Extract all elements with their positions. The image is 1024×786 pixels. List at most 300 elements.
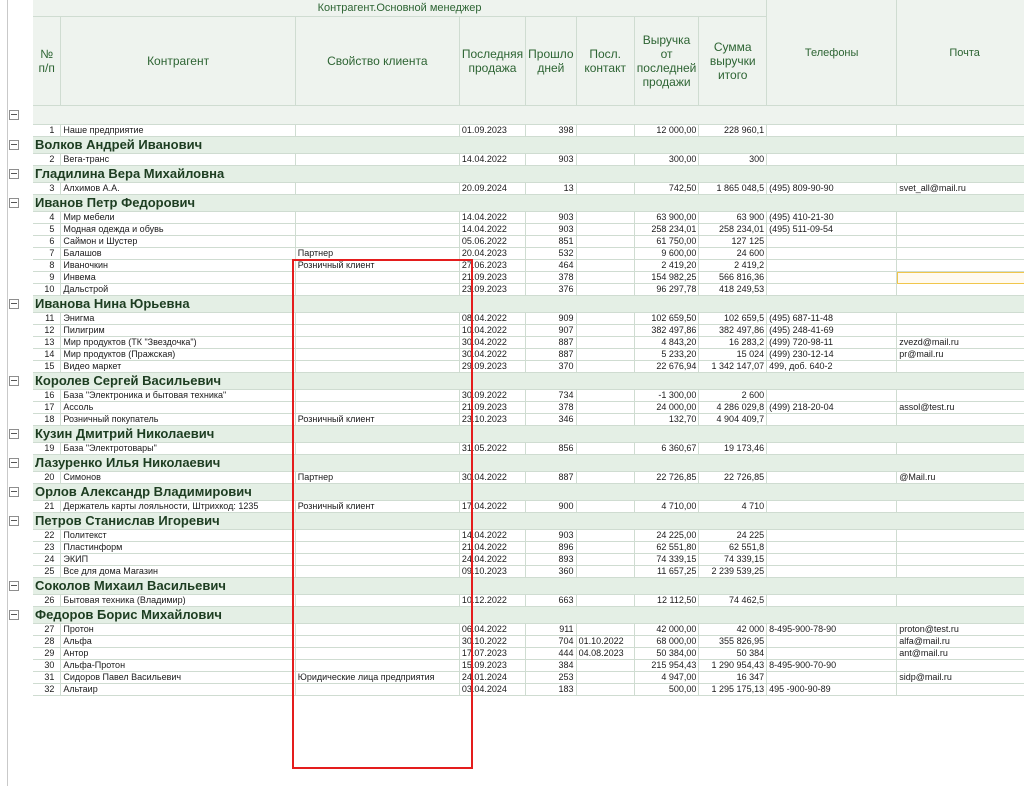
manager-name[interactable]: Королев Сергей Васильевич	[33, 373, 1024, 390]
manager-group-row[interactable]	[33, 373, 1024, 390]
row-revenue-total[interactable]: 2 419,2	[699, 260, 767, 272]
row-last-sale[interactable]: 14.04.2022	[459, 530, 525, 542]
table-row[interactable]	[33, 390, 1024, 402]
table-row[interactable]	[33, 472, 1024, 484]
row-revenue-total[interactable]: 42 000	[699, 624, 767, 636]
row-revenue-last[interactable]: 500,00	[634, 684, 699, 696]
row-counterparty[interactable]: Политекст	[61, 530, 295, 542]
row-last-sale[interactable]: 14.04.2022	[459, 224, 525, 236]
row-phone[interactable]	[767, 636, 897, 648]
row-revenue-last[interactable]: 63 900,00	[634, 212, 699, 224]
row-days[interactable]: 346	[526, 414, 576, 426]
row-days[interactable]: 183	[526, 684, 576, 696]
row-last-contact[interactable]	[576, 212, 634, 224]
row-revenue-total[interactable]: 16 347	[699, 672, 767, 684]
row-days[interactable]: 734	[526, 390, 576, 402]
row-client-property[interactable]	[295, 648, 459, 660]
row-email[interactable]	[897, 501, 1024, 513]
row-phone[interactable]	[767, 125, 897, 137]
table-row[interactable]	[33, 636, 1024, 648]
row-last-contact[interactable]	[576, 349, 634, 361]
row-client-property[interactable]	[295, 542, 459, 554]
row-counterparty[interactable]: Пластинформ	[61, 542, 295, 554]
row-revenue-last[interactable]: 74 339,15	[634, 554, 699, 566]
row-num[interactable]: 25	[33, 566, 61, 578]
row-days[interactable]: 896	[526, 542, 576, 554]
manager-group-row[interactable]	[33, 195, 1024, 212]
table-row[interactable]	[33, 624, 1024, 636]
row-client-property[interactable]	[295, 595, 459, 607]
row-last-contact[interactable]	[576, 183, 634, 195]
table-row[interactable]	[33, 542, 1024, 554]
row-counterparty[interactable]: Антор	[61, 648, 295, 660]
manager-name[interactable]: Соколов Михаил Васильевич	[33, 578, 1024, 595]
row-counterparty[interactable]: Все для дома Магазин	[61, 566, 295, 578]
row-days[interactable]: 464	[526, 260, 576, 272]
row-phone[interactable]	[767, 236, 897, 248]
row-phone[interactable]	[767, 542, 897, 554]
row-email[interactable]	[897, 236, 1024, 248]
row-revenue-last[interactable]: 9 600,00	[634, 248, 699, 260]
row-counterparty[interactable]: Алхимов А.А.	[61, 183, 295, 195]
row-last-sale[interactable]: 09.10.2023	[459, 566, 525, 578]
row-counterparty[interactable]: Держатель карты лояльности, Штрихкод: 1235	[61, 501, 295, 513]
row-phone[interactable]	[767, 390, 897, 402]
row-revenue-last[interactable]: 12 000,00	[634, 125, 699, 137]
row-last-contact[interactable]	[576, 402, 634, 414]
row-client-property[interactable]	[295, 554, 459, 566]
row-num[interactable]: 15	[33, 361, 61, 373]
row-num[interactable]: 9	[33, 272, 61, 284]
row-days[interactable]: 704	[526, 636, 576, 648]
row-client-property[interactable]: Партнер	[295, 472, 459, 484]
row-last-sale[interactable]: 15.09.2023	[459, 660, 525, 672]
row-phone[interactable]	[767, 501, 897, 513]
row-phone[interactable]: (499) 230-12-14	[767, 349, 897, 361]
row-num[interactable]: 5	[33, 224, 61, 236]
row-counterparty[interactable]: Иваночкин	[61, 260, 295, 272]
row-revenue-total[interactable]: 24 600	[699, 248, 767, 260]
row-revenue-last[interactable]: 4 843,20	[634, 337, 699, 349]
row-revenue-last[interactable]: 2 419,20	[634, 260, 699, 272]
manager-group-row[interactable]	[33, 513, 1024, 530]
row-revenue-total[interactable]: 4 710	[699, 501, 767, 513]
row-revenue-total[interactable]: 4 904 409,7	[699, 414, 767, 426]
row-revenue-total[interactable]: 63 900	[699, 212, 767, 224]
row-phone[interactable]	[767, 672, 897, 684]
row-revenue-total[interactable]: 62 551,8	[699, 542, 767, 554]
row-num[interactable]: 8	[33, 260, 61, 272]
row-client-property[interactable]	[295, 566, 459, 578]
row-email[interactable]	[897, 272, 1024, 284]
row-counterparty[interactable]: Наше предприятие	[61, 125, 295, 137]
row-counterparty[interactable]: Протон	[61, 624, 295, 636]
row-counterparty[interactable]: Сидоров Павел Васильевич	[61, 672, 295, 684]
table-row[interactable]	[33, 648, 1024, 660]
row-revenue-last[interactable]: 96 297,78	[634, 284, 699, 296]
table-row[interactable]	[33, 125, 1024, 137]
header-client-property[interactable]: Свойство клиента	[295, 17, 459, 106]
row-revenue-total[interactable]: 382 497,86	[699, 325, 767, 337]
table-row[interactable]	[33, 402, 1024, 414]
table-row[interactable]	[33, 361, 1024, 373]
table-row[interactable]	[33, 501, 1024, 513]
row-counterparty[interactable]: Пилигрим	[61, 325, 295, 337]
collapse-group-icon[interactable]	[9, 610, 19, 620]
row-num[interactable]: 26	[33, 595, 61, 607]
row-revenue-total[interactable]: 19 173,46	[699, 443, 767, 455]
row-phone[interactable]	[767, 248, 897, 260]
row-last-sale[interactable]: 01.09.2023	[459, 125, 525, 137]
manager-group-row[interactable]	[33, 607, 1024, 624]
row-num[interactable]: 2	[33, 154, 61, 166]
row-phone[interactable]: (495) 687-11-48	[767, 313, 897, 325]
row-client-property[interactable]: Розничный клиент	[295, 414, 459, 426]
row-email[interactable]	[897, 390, 1024, 402]
row-last-contact[interactable]	[576, 624, 634, 636]
row-last-sale[interactable]: 27.06.2023	[459, 260, 525, 272]
row-counterparty[interactable]: Симонов	[61, 472, 295, 484]
row-days[interactable]: 376	[526, 284, 576, 296]
row-num[interactable]: 23	[33, 542, 61, 554]
row-revenue-total[interactable]: 300	[699, 154, 767, 166]
row-last-contact[interactable]	[576, 313, 634, 325]
row-client-property[interactable]	[295, 236, 459, 248]
row-revenue-total[interactable]: 74 339,15	[699, 554, 767, 566]
row-counterparty[interactable]: Модная одежда и обувь	[61, 224, 295, 236]
row-last-sale[interactable]: 23.09.2023	[459, 284, 525, 296]
row-counterparty[interactable]: Балашов	[61, 248, 295, 260]
row-email[interactable]	[897, 313, 1024, 325]
row-phone[interactable]	[767, 530, 897, 542]
row-phone[interactable]	[767, 414, 897, 426]
manager-name[interactable]: Волков Андрей Иванович	[33, 137, 1024, 154]
row-revenue-total[interactable]: 16 283,2	[699, 337, 767, 349]
row-last-sale[interactable]: 30.04.2022	[459, 472, 525, 484]
row-email[interactable]	[897, 260, 1024, 272]
row-num[interactable]: 6	[33, 236, 61, 248]
row-phone[interactable]: (495) 511-09-54	[767, 224, 897, 236]
table-row[interactable]	[33, 554, 1024, 566]
row-num[interactable]: 7	[33, 248, 61, 260]
collapse-group-icon[interactable]	[9, 429, 19, 439]
row-revenue-last[interactable]: 154 982,25	[634, 272, 699, 284]
row-phone[interactable]	[767, 648, 897, 660]
table-row[interactable]	[33, 349, 1024, 361]
row-days[interactable]: 532	[526, 248, 576, 260]
manager-name[interactable]: Гладилина Вера Михайловна	[33, 166, 1024, 183]
row-phone[interactable]	[767, 472, 897, 484]
row-phone[interactable]	[767, 284, 897, 296]
row-days[interactable]: 903	[526, 154, 576, 166]
row-email[interactable]	[897, 566, 1024, 578]
row-phone[interactable]	[767, 595, 897, 607]
row-days[interactable]: 887	[526, 472, 576, 484]
row-last-sale[interactable]: 30.10.2022	[459, 636, 525, 648]
row-revenue-last[interactable]: 258 234,01	[634, 224, 699, 236]
row-days[interactable]: 13	[526, 183, 576, 195]
row-last-contact[interactable]: 01.10.2022	[576, 636, 634, 648]
row-client-property[interactable]	[295, 325, 459, 337]
collapse-group-icon[interactable]	[9, 169, 19, 179]
row-revenue-total[interactable]: 50 384	[699, 648, 767, 660]
row-num[interactable]: 19	[33, 443, 61, 455]
row-email[interactable]: @Mail.ru	[897, 472, 1024, 484]
row-revenue-total[interactable]: 1 342 147,07	[699, 361, 767, 373]
row-days[interactable]: 444	[526, 648, 576, 660]
table-row[interactable]	[33, 595, 1024, 607]
table-row[interactable]	[33, 183, 1024, 195]
row-email[interactable]	[897, 248, 1024, 260]
row-days[interactable]: 903	[526, 212, 576, 224]
row-num[interactable]: 13	[33, 337, 61, 349]
row-revenue-last[interactable]: 300,00	[634, 154, 699, 166]
row-counterparty[interactable]: Ассоль	[61, 402, 295, 414]
row-num[interactable]: 3	[33, 183, 61, 195]
row-num[interactable]: 22	[33, 530, 61, 542]
row-last-sale[interactable]: 20.04.2023	[459, 248, 525, 260]
table-row[interactable]	[33, 224, 1024, 236]
row-email[interactable]	[897, 125, 1024, 137]
row-last-sale[interactable]: 17.07.2023	[459, 648, 525, 660]
manager-name[interactable]: Иванов Петр Федорович	[33, 195, 1024, 212]
row-last-sale[interactable]: 06.04.2022	[459, 624, 525, 636]
row-revenue-last[interactable]: 24 000,00	[634, 402, 699, 414]
row-email[interactable]	[897, 361, 1024, 373]
row-revenue-last[interactable]: 12 112,50	[634, 595, 699, 607]
row-client-property[interactable]	[295, 313, 459, 325]
row-last-contact[interactable]	[576, 595, 634, 607]
row-phone[interactable]	[767, 554, 897, 566]
row-email[interactable]	[897, 595, 1024, 607]
row-client-property[interactable]	[295, 390, 459, 402]
row-num[interactable]: 12	[33, 325, 61, 337]
row-last-sale[interactable]: 30.04.2022	[459, 349, 525, 361]
row-client-property[interactable]	[295, 183, 459, 195]
row-last-contact[interactable]	[576, 554, 634, 566]
row-email[interactable]	[897, 660, 1024, 672]
row-days[interactable]: 909	[526, 313, 576, 325]
row-client-property[interactable]	[295, 154, 459, 166]
row-last-sale[interactable]: 03.04.2024	[459, 684, 525, 696]
row-client-property[interactable]	[295, 443, 459, 455]
row-num[interactable]: 10	[33, 284, 61, 296]
row-phone[interactable]: 495 -900-90-89	[767, 684, 897, 696]
table-row[interactable]	[33, 154, 1024, 166]
row-num[interactable]: 28	[33, 636, 61, 648]
row-client-property[interactable]: Розничный клиент	[295, 260, 459, 272]
row-last-contact[interactable]	[576, 125, 634, 137]
row-phone[interactable]	[767, 154, 897, 166]
row-last-contact[interactable]	[576, 154, 634, 166]
row-phone[interactable]: 499, доб. 640-2	[767, 361, 897, 373]
row-days[interactable]: 907	[526, 325, 576, 337]
row-client-property[interactable]	[295, 272, 459, 284]
row-revenue-total[interactable]: 258 234,01	[699, 224, 767, 236]
row-days[interactable]: 378	[526, 272, 576, 284]
row-email[interactable]	[897, 284, 1024, 296]
row-counterparty[interactable]: Мир продуктов (ТК "Звездочка")	[61, 337, 295, 349]
row-last-contact[interactable]	[576, 566, 634, 578]
manager-name[interactable]: Федоров Борис Михайлович	[33, 607, 1024, 624]
table-row[interactable]	[33, 313, 1024, 325]
table-row[interactable]	[33, 443, 1024, 455]
manager-group-row[interactable]	[33, 296, 1024, 313]
row-revenue-last[interactable]: 11 657,25	[634, 566, 699, 578]
row-client-property[interactable]	[295, 337, 459, 349]
row-counterparty[interactable]: Мир продуктов (Пражская)	[61, 349, 295, 361]
row-days[interactable]: 903	[526, 224, 576, 236]
row-email[interactable]	[897, 224, 1024, 236]
row-days[interactable]: 887	[526, 337, 576, 349]
row-days[interactable]: 253	[526, 672, 576, 684]
row-num[interactable]: 16	[33, 390, 61, 402]
row-email[interactable]	[897, 414, 1024, 426]
row-counterparty[interactable]: Инвема	[61, 272, 295, 284]
row-days[interactable]: 384	[526, 660, 576, 672]
row-email[interactable]	[897, 554, 1024, 566]
row-revenue-last[interactable]: 4 947,00	[634, 672, 699, 684]
row-days[interactable]: 378	[526, 402, 576, 414]
row-client-property[interactable]	[295, 212, 459, 224]
table-row[interactable]	[33, 236, 1024, 248]
manager-name[interactable]: Иванова Нина Юрьевна	[33, 296, 1024, 313]
collapse-group-icon[interactable]	[9, 376, 19, 386]
row-last-sale[interactable]: 21.09.2023	[459, 272, 525, 284]
row-last-sale[interactable]: 29.09.2023	[459, 361, 525, 373]
row-revenue-total[interactable]: 2 239 539,25	[699, 566, 767, 578]
row-last-sale[interactable]: 14.04.2022	[459, 212, 525, 224]
row-last-contact[interactable]	[576, 390, 634, 402]
collapse-group-icon[interactable]	[9, 198, 19, 208]
header-revenue-total[interactable]: Сумма выручки итого	[699, 17, 767, 106]
row-phone[interactable]	[767, 443, 897, 455]
collapse-group-icon[interactable]	[9, 110, 19, 120]
row-revenue-total[interactable]: 566 816,36	[699, 272, 767, 284]
row-counterparty[interactable]: Розничный покупатель	[61, 414, 295, 426]
header-last-sale[interactable]: Последняя продажа	[459, 17, 525, 106]
row-last-sale[interactable]: 08.04.2022	[459, 313, 525, 325]
row-last-sale[interactable]: 21.09.2023	[459, 402, 525, 414]
row-revenue-last[interactable]: 382 497,86	[634, 325, 699, 337]
row-revenue-total[interactable]: 15 024	[699, 349, 767, 361]
row-revenue-last[interactable]: 24 225,00	[634, 530, 699, 542]
row-email[interactable]	[897, 684, 1024, 696]
table-row[interactable]	[33, 260, 1024, 272]
row-revenue-total[interactable]: 22 726,85	[699, 472, 767, 484]
row-num[interactable]: 21	[33, 501, 61, 513]
manager-name[interactable]: Орлов Александр Владимирович	[33, 484, 1024, 501]
row-phone[interactable]: 8-495-900-78-90	[767, 624, 897, 636]
header-last-contact[interactable]: Посл. контакт	[576, 17, 634, 106]
table-row[interactable]	[33, 212, 1024, 224]
row-last-contact[interactable]	[576, 542, 634, 554]
collapse-group-icon[interactable]	[9, 140, 19, 150]
row-days[interactable]: 911	[526, 624, 576, 636]
manager-group-row[interactable]	[33, 137, 1024, 154]
row-revenue-last[interactable]: 6 360,67	[634, 443, 699, 455]
row-revenue-total[interactable]: 4 286 029,8	[699, 402, 767, 414]
row-email[interactable]: pr@mail.ru	[897, 349, 1024, 361]
header-phones[interactable]: Телефоны	[767, 0, 897, 106]
row-last-contact[interactable]	[576, 284, 634, 296]
row-revenue-last[interactable]: 102 659,50	[634, 313, 699, 325]
row-last-contact[interactable]	[576, 672, 634, 684]
row-last-contact[interactable]	[576, 236, 634, 248]
collapse-group-icon[interactable]	[9, 487, 19, 497]
row-revenue-total[interactable]: 1 865 048,5	[699, 183, 767, 195]
row-email[interactable]: assol@test.ru	[897, 402, 1024, 414]
row-phone[interactable]	[767, 260, 897, 272]
row-num[interactable]: 32	[33, 684, 61, 696]
table-row[interactable]	[33, 414, 1024, 426]
row-last-contact[interactable]	[576, 224, 634, 236]
table-row[interactable]	[33, 684, 1024, 696]
row-counterparty[interactable]: ЭКИП	[61, 554, 295, 566]
row-email[interactable]	[897, 154, 1024, 166]
row-last-contact[interactable]	[576, 337, 634, 349]
row-last-contact[interactable]	[576, 414, 634, 426]
manager-name[interactable]: Петров Станислав Игоревич	[33, 513, 1024, 530]
row-last-sale[interactable]: 05.06.2022	[459, 236, 525, 248]
row-num[interactable]: 18	[33, 414, 61, 426]
row-phone[interactable]	[767, 272, 897, 284]
row-phone[interactable]: (495) 809-90-90	[767, 183, 897, 195]
row-last-contact[interactable]	[576, 361, 634, 373]
row-counterparty[interactable]: Видео маркет	[61, 361, 295, 373]
table-row[interactable]	[33, 566, 1024, 578]
row-last-sale[interactable]: 20.09.2024	[459, 183, 525, 195]
collapse-group-icon[interactable]	[9, 299, 19, 309]
row-revenue-total[interactable]: 74 462,5	[699, 595, 767, 607]
row-num[interactable]: 17	[33, 402, 61, 414]
row-last-sale[interactable]: 10.04.2022	[459, 325, 525, 337]
row-last-contact[interactable]: 04.08.2023	[576, 648, 634, 660]
row-revenue-total[interactable]: 228 960,1	[699, 125, 767, 137]
manager-group-row[interactable]	[33, 578, 1024, 595]
row-last-sale[interactable]: 10.12.2022	[459, 595, 525, 607]
row-num[interactable]: 29	[33, 648, 61, 660]
row-days[interactable]: 893	[526, 554, 576, 566]
row-num[interactable]: 20	[33, 472, 61, 484]
row-client-property[interactable]	[295, 636, 459, 648]
row-last-contact[interactable]	[576, 660, 634, 672]
row-phone[interactable]	[767, 566, 897, 578]
row-revenue-last[interactable]: 5 233,20	[634, 349, 699, 361]
row-days[interactable]: 370	[526, 361, 576, 373]
row-last-sale[interactable]: 30.04.2022	[459, 337, 525, 349]
row-last-sale[interactable]: 30.09.2022	[459, 390, 525, 402]
row-revenue-total[interactable]: 102 659,5	[699, 313, 767, 325]
row-client-property[interactable]	[295, 684, 459, 696]
table-row[interactable]	[33, 337, 1024, 349]
row-revenue-total[interactable]: 24 225	[699, 530, 767, 542]
row-client-property[interactable]: Юридические лица предприятия	[295, 672, 459, 684]
row-revenue-last[interactable]: 50 384,00	[634, 648, 699, 660]
row-email[interactable]: ant@mail.ru	[897, 648, 1024, 660]
row-revenue-last[interactable]: 4 710,00	[634, 501, 699, 513]
row-revenue-last[interactable]: -1 300,00	[634, 390, 699, 402]
row-counterparty[interactable]: Энигма	[61, 313, 295, 325]
row-last-contact[interactable]	[576, 501, 634, 513]
row-revenue-total[interactable]: 1 295 175,13	[699, 684, 767, 696]
row-days[interactable]: 851	[526, 236, 576, 248]
row-client-property[interactable]	[295, 224, 459, 236]
row-last-contact[interactable]	[576, 260, 634, 272]
header-num[interactable]: № п/п	[33, 17, 61, 106]
row-phone[interactable]: (499) 720-98-11	[767, 337, 897, 349]
row-last-contact[interactable]	[576, 472, 634, 484]
